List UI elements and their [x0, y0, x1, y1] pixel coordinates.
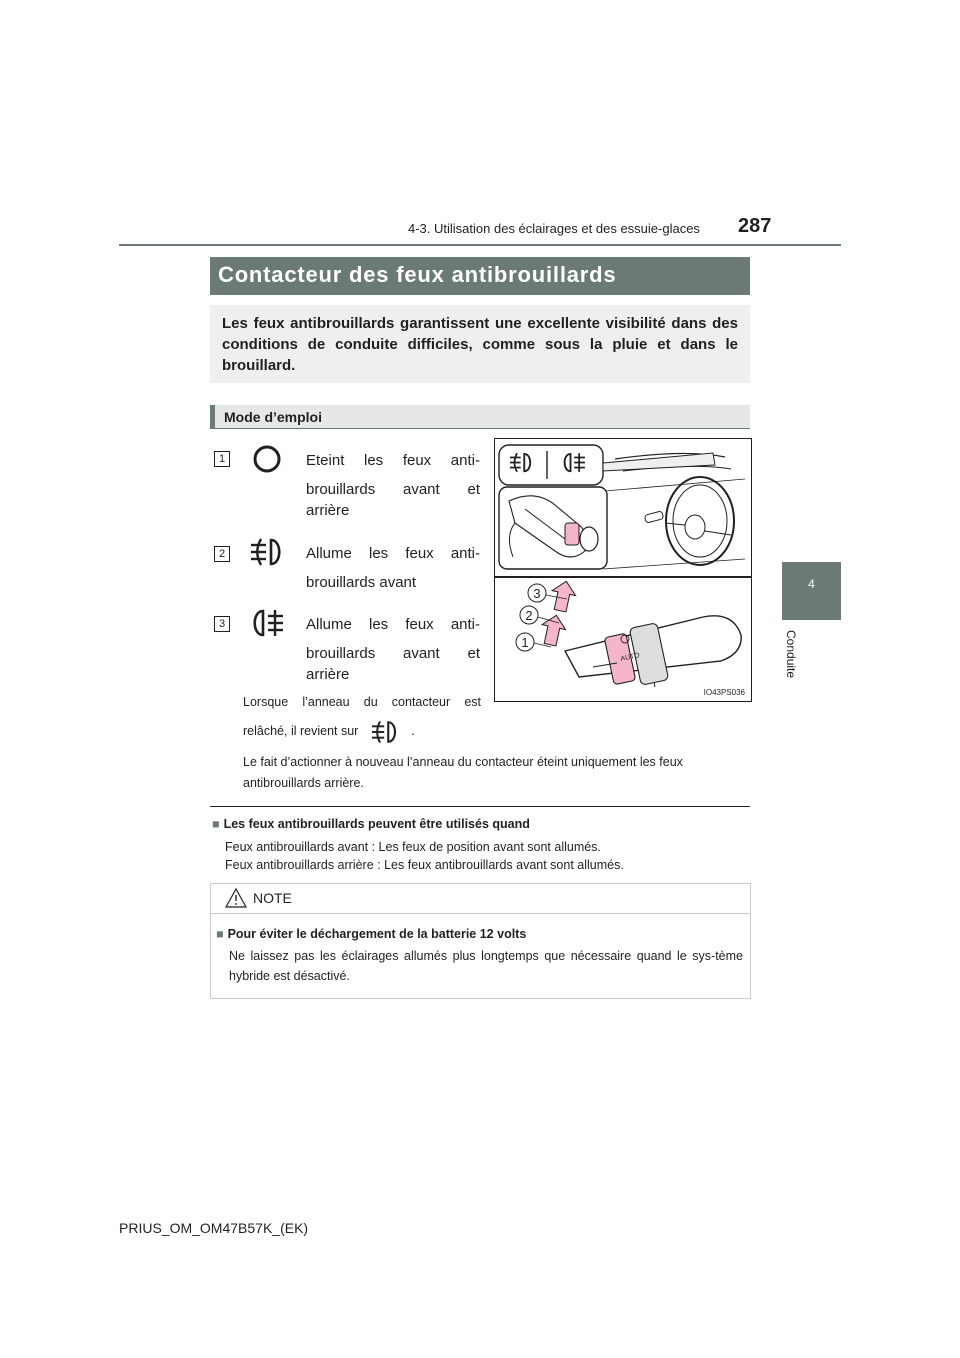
step-3-line-1: Allume les feux anti- [306, 616, 480, 633]
conditions-heading-text: Les feux antibrouillards peuvent être utilisés quand [223, 817, 530, 831]
step-1-line-1: Eteint les feux anti- [306, 452, 480, 469]
intro-text: Les feux antibrouillards garantissent une excellente visibilité dans des conditions de conduite difficiles, comme sous la pluie et dans le brouillard. [222, 315, 738, 374]
chapter-label-text: Conduite [784, 630, 798, 679]
repeat-note: Le fait d’actionner à nouveau l’anneau du contacteur éteint uniquement les feux antibrouillards arrière. [243, 755, 683, 790]
callout-2: 2 [525, 608, 533, 623]
step-3-line-2: brouillards avant et [306, 645, 480, 662]
conditions-body [225, 838, 624, 874]
release-note [243, 688, 481, 746]
chapter-label [776, 630, 816, 686]
note-heading [216, 927, 526, 941]
release-note-line-2 [243, 717, 481, 746]
square-bullet-icon: ■ [212, 817, 220, 831]
step-3-text [306, 610, 480, 682]
note-heading-text: Pour éviter le déchargement de la batterie 12 volts [227, 927, 527, 941]
step-1-line-2: brouillards avant et [306, 481, 480, 498]
chapter-tab [782, 562, 841, 620]
chapter-tab-number: 4 [808, 577, 815, 591]
stalk-auto-label: AUTO [619, 652, 641, 663]
rear-fog-light-icon [247, 607, 287, 639]
step-2-line-1: Allume les feux anti- [306, 545, 480, 562]
step-2-text [306, 539, 480, 597]
step-2-line-2: brouillards avant [306, 574, 417, 591]
step-1-text [306, 446, 480, 518]
conditions-line-1: Feux antibrouillards avant : Les feux de position avant sont allumés. [225, 840, 601, 854]
note-box-divider [210, 913, 750, 914]
callout-3: 3 [533, 586, 541, 601]
note-label: NOTE [253, 890, 292, 906]
step-1-line-3: arrière [306, 502, 350, 519]
step-3-number: 3 [214, 616, 230, 632]
release-note-before: relâché, il revient sur [243, 724, 359, 738]
page-title: Contacteur des feux antibrouillards [218, 262, 617, 287]
fog-lights-off-icon [251, 443, 283, 475]
page-number: 287 [738, 215, 772, 237]
step-2-number: 2 [214, 546, 230, 562]
square-bullet-icon: ■ [216, 927, 224, 941]
callout-1: 1 [521, 635, 529, 650]
section-rule [210, 806, 750, 807]
front-fog-light-icon [368, 719, 402, 745]
conditions-heading [212, 817, 530, 831]
release-note-line-1: Lorsque l’anneau du contacteur est [243, 695, 481, 709]
switch-diagram [494, 438, 752, 702]
mode-heading-accent [210, 405, 215, 429]
note-body: Ne laissez pas les éclairages allumés plus longtemps que nécessaire quand le sys-tème hybride est désactivé. [229, 949, 743, 983]
diagram-code: IO43PS036 [703, 688, 745, 697]
warning-icon [224, 887, 248, 909]
conditions-line-2: Feux antibrouillards arrière : Les feux antibrouillards avant sont allumés. [225, 858, 624, 872]
diagram-illustration [495, 439, 751, 701]
header-rule [119, 244, 841, 246]
front-fog-light-icon [247, 536, 287, 568]
footer-code: PRIUS_OM_OM47B57K_(EK) [119, 1220, 309, 1236]
release-note-after: . [411, 724, 415, 738]
step-1-number: 1 [214, 451, 230, 467]
mode-heading: Mode d’emploi [224, 409, 322, 425]
step-3-line-3: arrière [306, 666, 350, 683]
section-heading: 4-3. Utilisation des éclairages et des essuie-glaces [408, 221, 700, 236]
